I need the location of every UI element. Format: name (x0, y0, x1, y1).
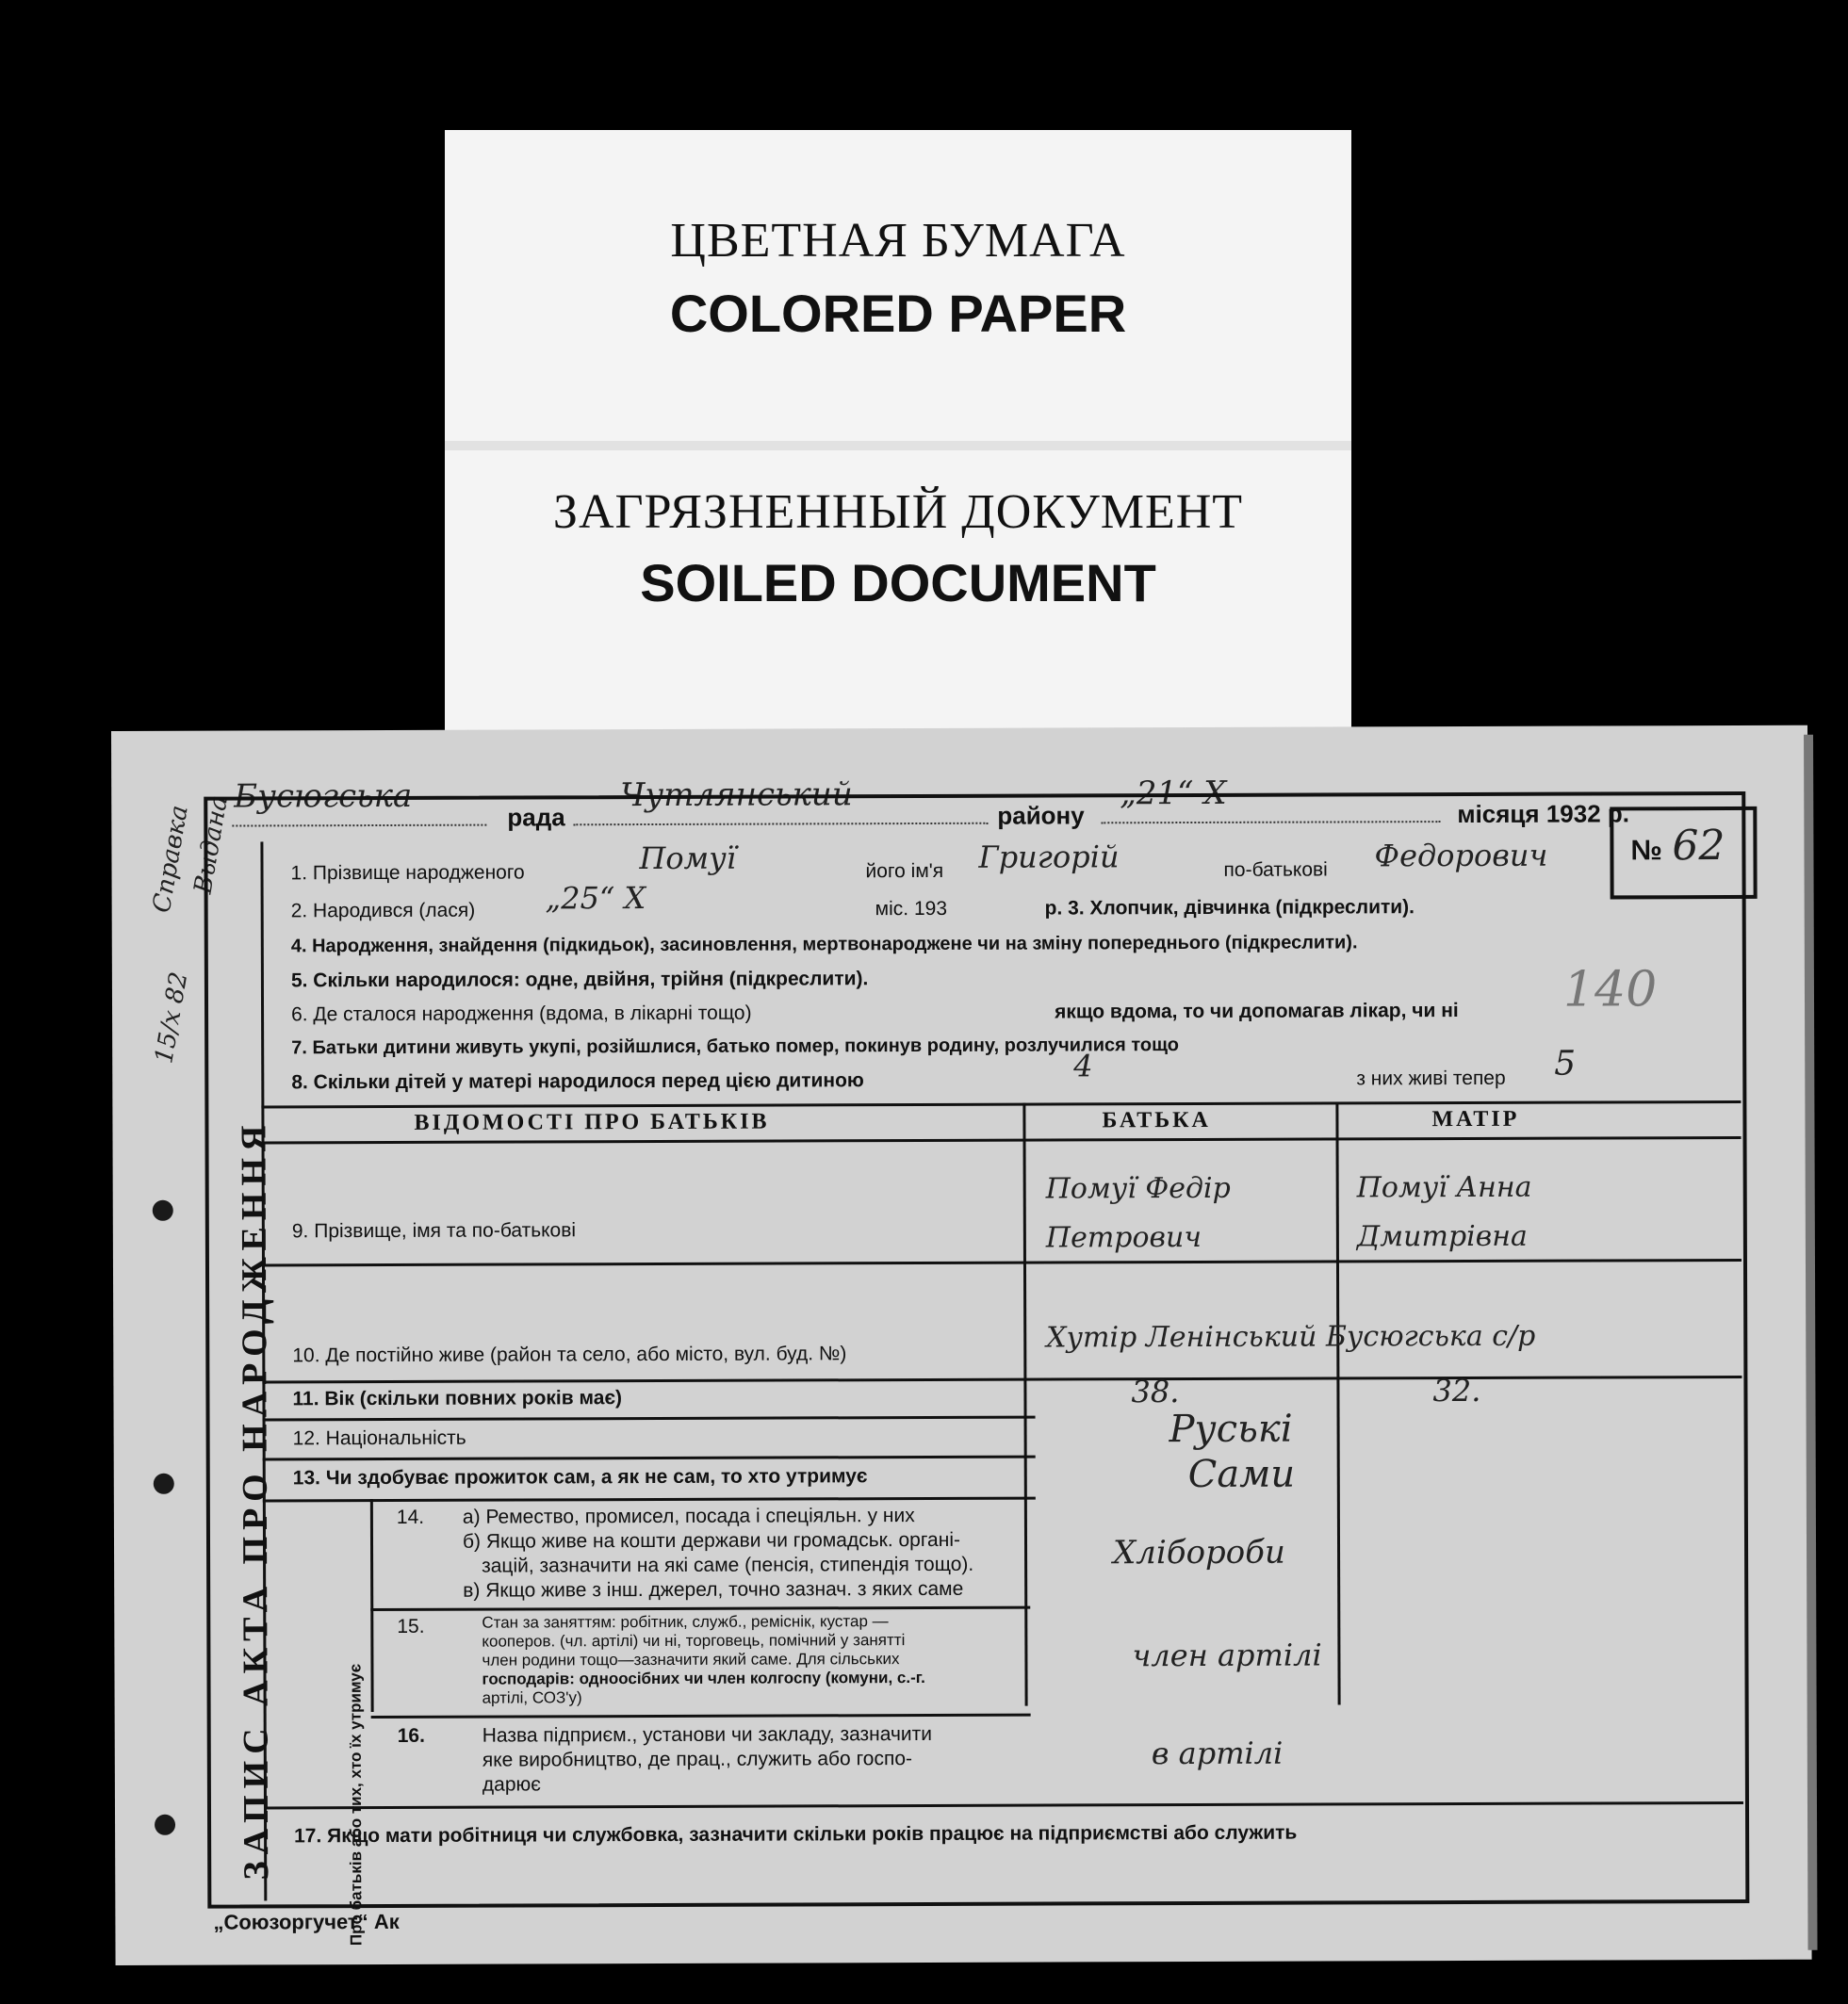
birth-date: „25“ Х (545, 880, 646, 917)
field-8-label: 8. Скільки дітей у матері народилося перед цією дитиною (291, 1069, 864, 1094)
residence: Хутір Ленінський Бусюгська с/р (1046, 1319, 1536, 1355)
card-edge (1804, 735, 1818, 1950)
margin-note: 15/х 82 (150, 969, 194, 1066)
field-6-label: 6. Де сталося народження (вдома, в лікарні тощо) (291, 1002, 752, 1026)
row-11-label: 11. Вік (скільки повних років має) (292, 1387, 623, 1410)
father-name: Помуї Федір Петрович (1045, 1171, 1231, 1255)
row-15-4: господарів: одноосібних чи член колгоспу (комуни, с.-г. (482, 1668, 925, 1688)
margin-note: Выдана (188, 793, 235, 896)
row-9-label: 9. Прізвище, імя та по-батькові (291, 1219, 577, 1243)
children-before: 4 (1073, 1048, 1093, 1084)
field-4-label: 4. Народження, знайдення (підкидьок), засиновлення, мертвонароджене чи на зміну попереднього (підкреслити). (290, 932, 1358, 957)
child-surname: Помуї (639, 839, 737, 877)
field-2-label: 2. Народився (лася) (290, 899, 476, 922)
row-15-n: 15. (397, 1615, 425, 1637)
sidebar (204, 815, 277, 1900)
month-label: місяця 1932 р. (1457, 799, 1630, 829)
field-2b-label: міс. 193 (875, 897, 948, 921)
child-name: Григорій (978, 839, 1120, 875)
row-16-1: Назва підприєм., установи чи закладу, зазначити (482, 1722, 933, 1747)
printer-imprint: „Союзоргучет“ Ак (213, 1909, 400, 1934)
row-17-label: 17. Якщо мати робітниця чи службовка, зазначити скільки років працює на підприємстві або служить (294, 1821, 1298, 1848)
label-line2-en: SOILED DOCUMENT (640, 553, 1156, 612)
day-value: „21“ Х (1120, 774, 1227, 813)
row-15-3: член родини тощо—зазначити який саме. Для сільських (482, 1650, 900, 1670)
col-info: ВІДОМОСТІ ПРО БАТЬКІВ (414, 1109, 770, 1135)
col-mother: МАТІР (1431, 1106, 1520, 1132)
row-10-label: 10. Де постійно живе (район та село, або місто, вул. буд. №) (292, 1343, 847, 1367)
row-15-5: артілі, СОЗ'у) (482, 1688, 582, 1707)
row-15-2: кооперов. (чл. артілі) чи ні, торговець, помічний у занятті (482, 1631, 906, 1651)
field-1-label: 1. Прізвище народженого (290, 861, 525, 885)
number-label: № (1630, 835, 1662, 867)
label-line1-ru: ЦВЕТНАЯ БУМАГА (670, 214, 1126, 268)
support: Сами (1187, 1452, 1296, 1497)
field-8b-label: з них живі тепер (1356, 1067, 1506, 1090)
field-1b-label: його ім'я (865, 859, 944, 883)
row-16-3: дарює (482, 1773, 542, 1796)
row-14-b1: б) Якщо живе на кошти держави чи громадськ. органі- (462, 1528, 961, 1553)
nationality: Руські (1169, 1407, 1293, 1452)
label-fold (445, 441, 1351, 450)
child-patronymic: Федорович (1374, 837, 1548, 874)
row-15-1: Стан за заняттям: робітник, служб., реміснік, кустар — (482, 1612, 889, 1632)
row-14-a: а) Ремество, промисел, посада і спеціяльн. у них (462, 1505, 915, 1528)
row-14-b2: зацій, зазначити на які саме (пенсія, стипендія тощо). (482, 1553, 974, 1577)
raion-label: району (997, 801, 1085, 830)
row-12-label: 12. Національність (292, 1426, 466, 1450)
stamp-number: 140 (1562, 961, 1658, 1018)
mother-name: Помуї Анна Дмитрівна (1356, 1170, 1532, 1254)
side-title: ЗАПИС АКТА ПРО НАРОДЖЕННЯ (234, 1118, 277, 1881)
vertical-subheading: Про батьків або тих, хто їх утримує (346, 1663, 366, 1947)
field-1c-label: по-батькові (1223, 858, 1328, 881)
rada-label: рада (507, 803, 565, 832)
field-7-label: 7. Батьки дитини живуть укупі, розійшлися, батько помер, покинув родину, розлучилися тощо (291, 1035, 1179, 1059)
status: член артілі (1132, 1637, 1322, 1674)
row-16-n: 16. (397, 1724, 425, 1747)
punch-hole (155, 1815, 175, 1835)
workplace: в артілі (1151, 1735, 1284, 1772)
col-father: БАТЬКА (1102, 1107, 1211, 1133)
father-age: 38. (1131, 1374, 1180, 1410)
field-3-label: р. 3. Хлопчик, дівчинка (підкреслити). (1044, 896, 1415, 920)
row-14-c: в) Якщо живе з інш. джерел, точно зазнач. з яких саме (463, 1577, 964, 1602)
field-5-label: 5. Скільки народилося: одне, двійня, трійня (підкреслити). (290, 968, 869, 992)
row-16-2: яке виробництво, де прац., служить або госпо- (482, 1748, 913, 1771)
field-6b-label: якщо вдома, то чи допомагав лікар, чи ні (1055, 1000, 1459, 1023)
punch-hole (153, 1200, 173, 1221)
row-14-n: 14. (396, 1506, 425, 1528)
mother-age: 32. (1432, 1372, 1481, 1409)
colored-paper-label (445, 130, 1351, 741)
raion-value: Чутлянський (620, 775, 853, 815)
number-value: 62 (1672, 822, 1725, 871)
rada-value: Бусюгська (234, 776, 413, 816)
birth-record-card (111, 725, 1812, 1965)
label-line2-ru: ЗАГРЯЗНЕННЫЙ ДОКУМЕНТ (552, 485, 1244, 539)
row-13-label: 13. Чи здобуває прожиток сам, а як не сам, то хто утримує (292, 1465, 868, 1490)
children-living: 5 (1554, 1044, 1577, 1083)
occupation: Хлібороби (1112, 1533, 1285, 1572)
label-line1-en: COLORED PAPER (669, 284, 1127, 343)
punch-hole (154, 1474, 174, 1494)
margin-note: Справка (147, 803, 194, 915)
